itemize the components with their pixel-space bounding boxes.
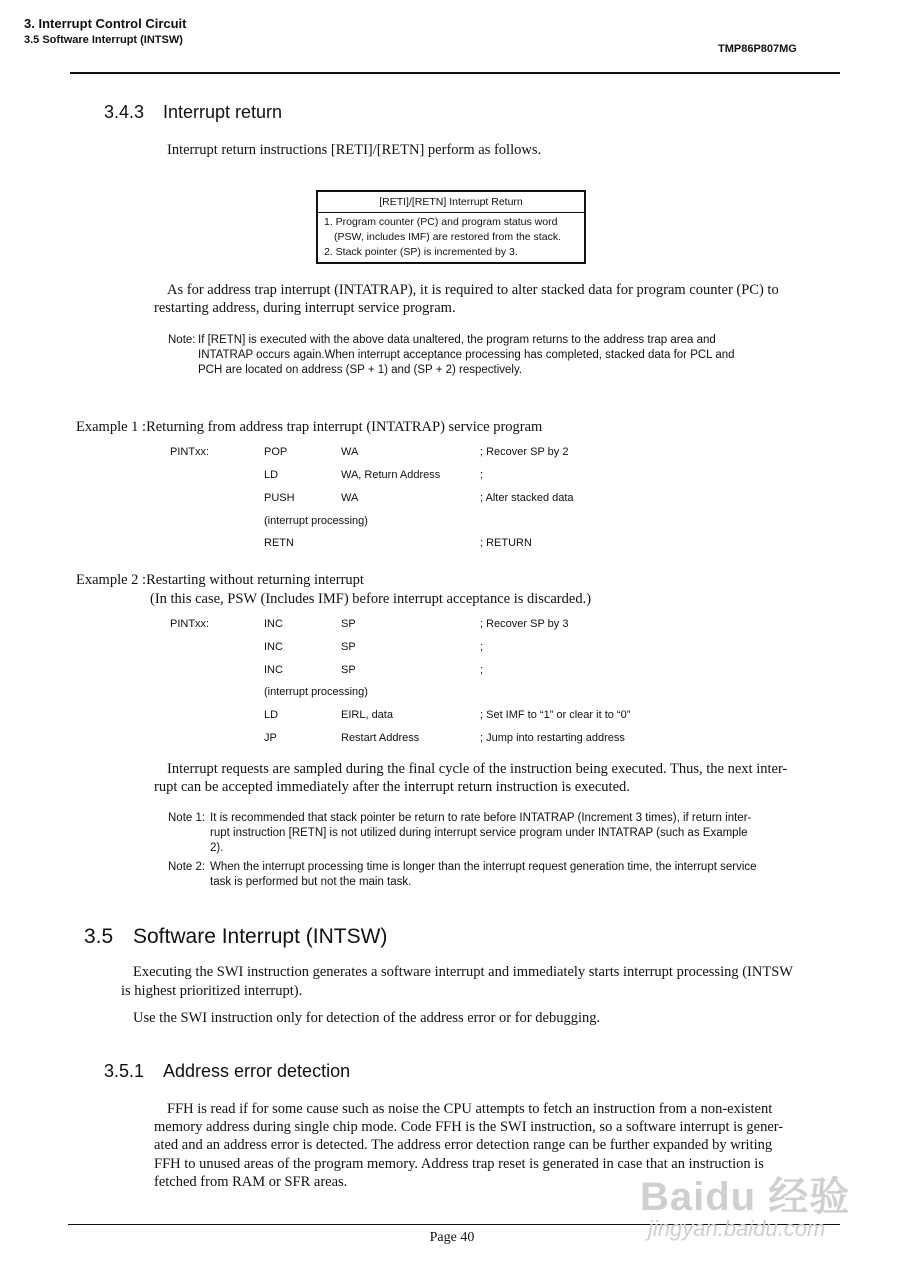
sampling-para-line-1: Interrupt requests are sampled during the final cycle of the instruction being executed. Thus, the next inter-	[167, 761, 788, 777]
code-comment: ;	[480, 469, 484, 481]
note-2-line: When the interrupt processing time is longer than the interrupt request generation time, the interrupt service	[210, 861, 757, 873]
watermark-url: jingyan.baidu.com	[648, 1216, 826, 1241]
note-1-label: Note 1:	[168, 812, 206, 824]
example-2-heading: Example 2 :Restarting without returning interrupt	[76, 572, 364, 588]
code-comment: ; RETURN	[480, 537, 532, 549]
sampling-para-line-2: rupt can be accepted immediately after the interrupt return instruction is executed.	[154, 779, 630, 795]
code-comment: ;	[480, 664, 484, 676]
code-op: INC	[264, 664, 283, 676]
code-op: (interrupt processing)	[264, 515, 368, 527]
address-trap-para-line-1: As for address trap interrupt (INTATRAP), it is required to alter stacked data for program counter (PC) to	[167, 282, 779, 298]
code-op: INC	[264, 618, 283, 630]
section-3-5-1-title: Address error detection	[163, 1061, 351, 1081]
code-comment: ; Recover SP by 2	[480, 446, 569, 458]
section-3-4-3-number: 3.4.3	[104, 102, 145, 122]
code-op: PUSH	[264, 492, 295, 504]
code-op: LD	[264, 709, 279, 721]
code-comment: ; Set IMF to “1” or clear it to “0”	[480, 709, 631, 721]
note-1-line: 2).	[210, 842, 224, 854]
note-label: Note:	[168, 334, 196, 346]
note-line: If [RETN] is executed with the above data unaltered, the program returns to the address trap area and	[198, 334, 716, 346]
note-line: INTATRAP occurs again.When interrupt acceptance processing has completed, stacked data for PCL and	[198, 349, 735, 361]
example-1-heading: Example 1 :Returning from address trap interrupt (INTATRAP) service program	[76, 419, 543, 435]
page-number: Page 40	[429, 1230, 475, 1245]
code-arg: EIRL, data	[341, 709, 393, 721]
swi-para-line-2: is highest prioritized interrupt).	[121, 983, 303, 999]
code-arg: SP	[341, 618, 356, 630]
code-op: POP	[264, 446, 288, 458]
code-arg: SP	[341, 641, 356, 653]
code-arg: SP	[341, 664, 356, 676]
box-line-1: 1. Program counter (PC) and program status word	[324, 216, 558, 228]
note-1-line: rupt instruction [RETN] is not utilized during interrupt service program under INTATRAP (such as Example	[210, 827, 748, 839]
address-trap-para-line-2: restarting address, during interrupt service program.	[154, 300, 456, 316]
note-line: PCH are located on address (SP + 1) and (SP + 2) respectively.	[198, 364, 523, 376]
address-error-line: FFH is read if for some cause such as noise the CPU attempts to fetch an instruction from a non-existent	[167, 1101, 773, 1117]
code-arg: WA	[341, 492, 359, 504]
section-subtitle: 3.5 Software Interrupt (INTSW)	[24, 34, 183, 46]
box-line-3: 2. Stack pointer (SP) is incremented by 3.	[324, 246, 518, 258]
code-arg: WA	[341, 446, 359, 458]
example-2-subheading: (In this case, PSW (Includes IMF) before interrupt acceptance is discarded.)	[150, 591, 592, 607]
note-1-line: It is recommended that stack pointer be return to rate before INTATRAP (Increment 3 times), if return inter-	[210, 812, 752, 824]
code-op: LD	[264, 469, 279, 481]
code-comment: ; Recover SP by 3	[480, 618, 569, 630]
interrupt-return-box	[316, 190, 586, 264]
box-title: [RETI]/[RETN] Interrupt Return	[318, 192, 584, 213]
code-arg: WA, Return Address	[341, 469, 441, 481]
note-2-line: task is performed but not the main task.	[210, 876, 412, 888]
header-rule	[70, 72, 840, 74]
swi-para-line-1: Executing the SWI instruction generates a software interrupt and immediately starts interrupt processing (INTSW	[133, 964, 793, 980]
code-op: JP	[264, 732, 277, 744]
code-comment: ; Alter stacked data	[480, 492, 574, 504]
code-op: (interrupt processing)	[264, 686, 368, 698]
address-error-line: ated and an address error is detected. The address error detection range can be further expanded by writing	[154, 1137, 773, 1153]
code-comment: ;	[480, 641, 484, 653]
watermark-logo: Baidu 经验	[640, 1175, 851, 1219]
address-error-line: memory address during single chip mode. Code FFH is the SWI instruction, so a software interrupt is gener-	[154, 1119, 784, 1135]
address-error-line: fetched from RAM or SFR areas.	[154, 1174, 348, 1190]
code-arg: Restart Address	[341, 732, 420, 744]
box-line-2: (PSW, includes IMF) are restored from the stack.	[334, 231, 561, 243]
code-op: RETN	[264, 537, 294, 549]
code-comment: ; Jump into restarting address	[480, 732, 625, 744]
section-3-5-1-number: 3.5.1	[104, 1061, 145, 1081]
address-error-line: FFH to unused areas of the program memory. Address trap reset is generated in case that an instruction is	[154, 1156, 764, 1172]
code-label: PINTxx:	[170, 446, 210, 458]
part-number: TMP86P807MG	[718, 43, 797, 55]
section-3-4-3-title: Interrupt return	[163, 102, 283, 122]
section-3-5-number: 3.5	[84, 925, 114, 948]
chapter-title: 3. Interrupt Control Circuit	[24, 16, 187, 31]
swi-usage-para: Use the SWI instruction only for detection of the address error or for debugging.	[133, 1010, 601, 1026]
interrupt-return-intro: Interrupt return instructions [RETI]/[RETN] perform as follows.	[167, 142, 542, 158]
section-3-5-title: Software Interrupt (INTSW)	[133, 925, 388, 948]
code-op: INC	[264, 641, 283, 653]
note-2-label: Note 2:	[168, 861, 206, 873]
code-label: PINTxx:	[170, 618, 210, 630]
